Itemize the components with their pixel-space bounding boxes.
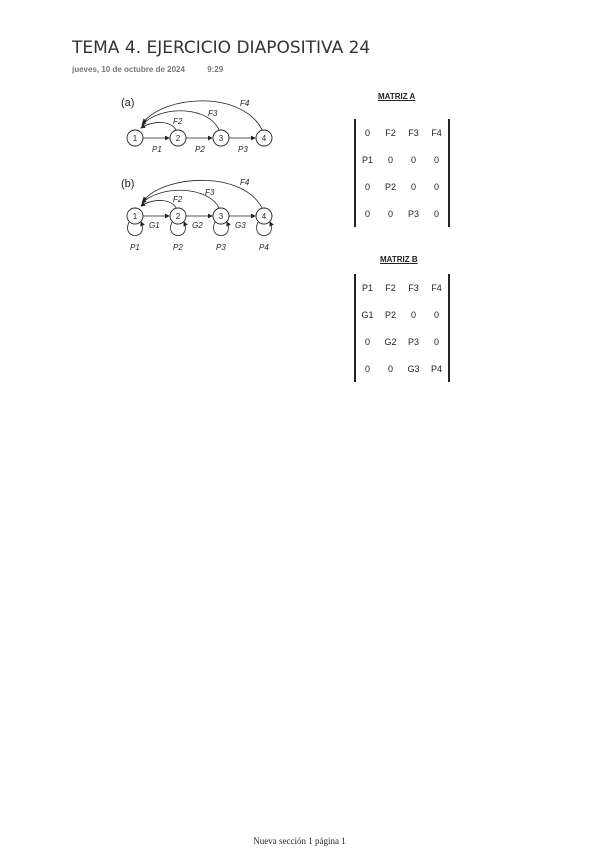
diagram-a-node: 1: [132, 134, 138, 143]
diagram-a-edge-label: P3: [238, 145, 248, 154]
diagram-b-loop-label: P3: [216, 243, 226, 252]
diagram-a-node: 2: [175, 134, 181, 143]
matrix-cell: 0: [410, 181, 416, 192]
diagram-a-arc-label: F2: [173, 117, 183, 126]
diagram-b-arc-label: F2: [173, 195, 183, 204]
matrix-cell: 0: [387, 154, 393, 165]
matrix-cell: G3: [407, 363, 420, 374]
diagram-b-edge-label: G1: [149, 221, 160, 230]
matrix-cell: F4: [431, 127, 442, 138]
page-title: TEMA 4. EJERCICIO DIAPOSITIVA 24: [72, 38, 371, 58]
matrix-row: [356, 301, 448, 328]
matrix-cell: P4: [430, 363, 442, 374]
diagram-b-loop-label: P2: [173, 243, 183, 252]
diagram-a-arc-label: F4: [240, 99, 250, 108]
matrix-cell: 0: [387, 208, 393, 219]
diagram-b-edge-label: G2: [192, 221, 203, 230]
page-date: jueves, 10 de octubre de 2024: [72, 65, 185, 74]
matrix-cell: 0: [433, 154, 439, 165]
diagram-b-loop-label: P4: [259, 243, 269, 252]
matrix-cell: 0: [364, 181, 370, 192]
matrix-cell: F3: [408, 282, 419, 293]
diagram-a-edge-label: P1: [152, 145, 162, 154]
matrix-cell: 0: [410, 309, 416, 320]
matrix-cell: 0: [364, 336, 370, 347]
diagram-b-loop-label: P1: [130, 243, 140, 252]
matrix-cell: 0: [433, 208, 439, 219]
page-time: 9:29: [207, 65, 224, 74]
diagram-a-node: 3: [218, 134, 224, 143]
matrix-row: [356, 200, 448, 227]
matrix-cell: 0: [387, 363, 393, 374]
diagram-a-label: (a): [121, 97, 135, 109]
diagram-b-node: 4: [261, 212, 267, 221]
diagram-b-node: 3: [218, 212, 224, 221]
diagram-a-node: 4: [261, 134, 267, 143]
page-footer: Nueva sección 1 página 1: [253, 836, 346, 846]
diagram-a-edge-label: P2: [195, 145, 205, 154]
matrix-cell: P1: [361, 282, 373, 293]
matrix-row: [356, 173, 448, 200]
page-date-time: [72, 65, 223, 74]
matrix-row: [356, 328, 448, 355]
matrix-cell: 0: [364, 208, 370, 219]
matrix-a-title: MATRIZ A: [378, 92, 416, 101]
matrix-b-title: MATRIZ B: [380, 255, 418, 264]
matrix-cell: F2: [385, 127, 396, 138]
matrix-cell: F3: [408, 127, 419, 138]
diagram-b-arc-label: F3: [205, 188, 215, 197]
matrix-cell: 0: [364, 363, 370, 374]
matrix-a: [354, 119, 450, 227]
diagram-b-edge-label: G3: [235, 221, 246, 230]
matrix-b: [354, 274, 450, 382]
matrix-row: [356, 355, 448, 382]
leslie-diagrams: [115, 90, 285, 260]
matrix-cell: G2: [384, 336, 397, 347]
matrix-cell: 0: [433, 181, 439, 192]
matrix-row: [356, 119, 448, 146]
matrix-cell: 0: [433, 336, 439, 347]
matrix-cell: G1: [361, 309, 374, 320]
matrix-row: [356, 146, 448, 173]
matrix-cell: 0: [410, 154, 416, 165]
diagram-b-label: (b): [121, 178, 135, 190]
matrix-cell: P2: [384, 181, 396, 192]
matrix-cell: 0: [433, 309, 439, 320]
matrix-cell: 0: [364, 127, 370, 138]
matrix-cell: P1: [361, 154, 373, 165]
diagram-b-arc-label: F4: [240, 178, 250, 187]
matrix-cell: P3: [407, 336, 419, 347]
diagram-b-node: 1: [132, 212, 138, 221]
matrix-cell: P2: [384, 309, 396, 320]
matrix-cell: F4: [431, 282, 442, 293]
diagram-b-node: 2: [175, 212, 181, 221]
matrix-row: [356, 274, 448, 301]
matrix-cell: P3: [407, 208, 419, 219]
matrix-cell: F2: [385, 282, 396, 293]
diagram-a-arc-label: F3: [208, 109, 218, 118]
